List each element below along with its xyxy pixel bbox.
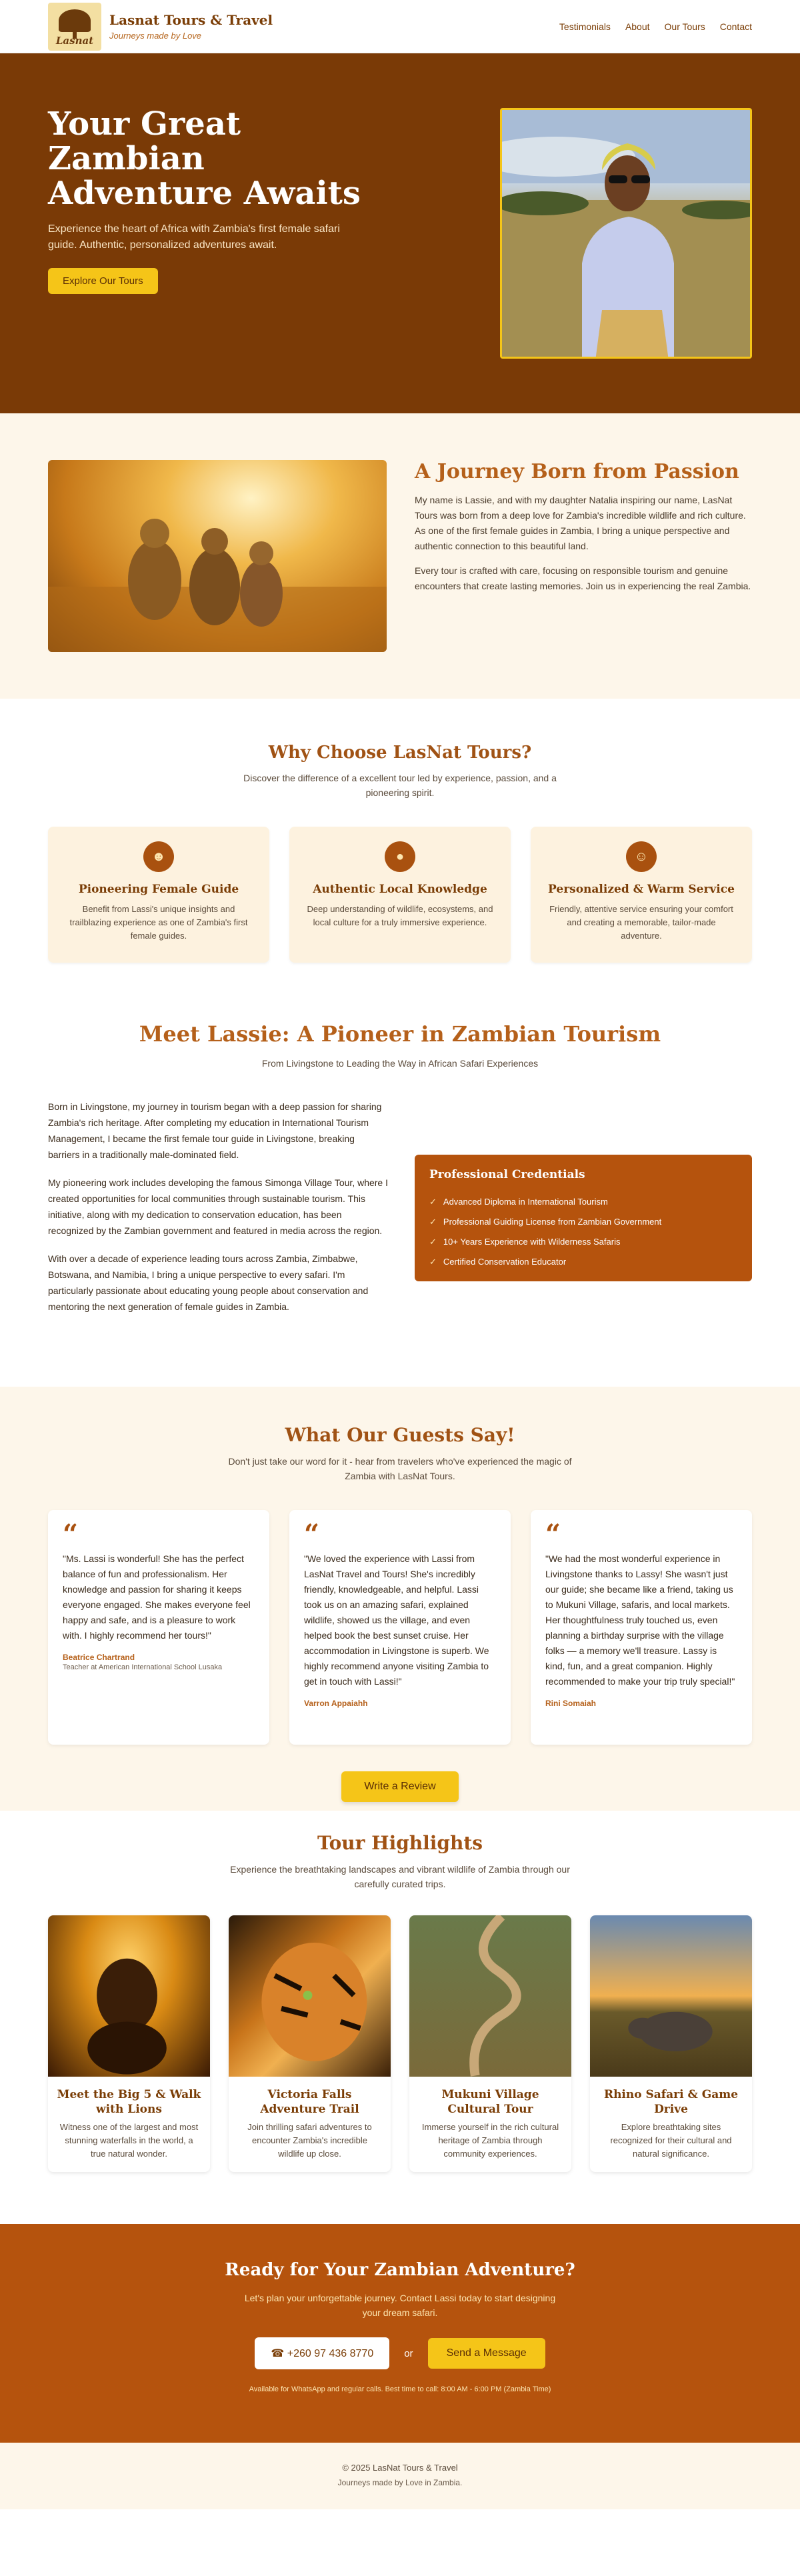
check-icon: ✓ bbox=[429, 1197, 437, 1207]
brand-tagline: Journeys made by Love bbox=[109, 31, 202, 41]
tiger-photo bbox=[229, 1915, 391, 2077]
cta-title: Ready for Your Zambian Adventure? bbox=[225, 2260, 575, 2280]
credentials-box bbox=[415, 1155, 752, 1281]
hero-section bbox=[0, 53, 800, 413]
call-button[interactable] bbox=[255, 2337, 389, 2369]
check-icon: ✓ bbox=[429, 1257, 437, 1267]
copyright: © 2025 LasNat Tours & Travel bbox=[342, 2463, 458, 2473]
reviews-title: What Our Guests Say! bbox=[285, 1424, 515, 1446]
testimonials-section bbox=[0, 1387, 800, 1811]
check-icon: ✓ bbox=[429, 1237, 437, 1247]
footer bbox=[0, 2443, 800, 2509]
tour-card[interactable] bbox=[590, 1915, 752, 2172]
availability-note: Available for WhatsApp and regular calls. Best time to call: 8:00 AM - 6:00 PM (Zambia Time) bbox=[249, 2385, 551, 2393]
cta-text: Let's plan your unforgettable journey. Contact Lassi today to start designing your dream safari. bbox=[244, 2293, 556, 2318]
tour-title: Mukuni Village Cultural Tour bbox=[441, 2088, 539, 2116]
logo[interactable] bbox=[48, 3, 101, 51]
credential-item bbox=[429, 1252, 737, 1272]
credential-item bbox=[429, 1232, 737, 1252]
write-review-button[interactable]: Write a Review bbox=[341, 1771, 458, 1802]
feature-text: Deep understanding of wildlife, ecosystems, and local culture for a truly immersive experience. bbox=[307, 904, 493, 927]
credentials-title: Professional Credentials bbox=[429, 1168, 585, 1181]
feature-card bbox=[289, 827, 511, 963]
lion-photo bbox=[48, 1915, 210, 2077]
reviewer-role: Teacher at American International School Lusaka bbox=[63, 1663, 223, 1671]
meet-paragraph-3: With over a decade of experience leading tours across Zambia, Zimbabwe, Botswana, and Namibia, I bring a unique perspective to every safari. I'm particularly passionate about educating young people about conservation and mentoring the next generation of female guides in Zambia. bbox=[48, 1253, 369, 1312]
review-text: "Ms. Lassi is wonderful! She has the perfect balance of fun and professionalism. Her knowledge and passion for sharing it keeps everyone engaged. She makes everyone feel happy and safe, and is a pleasure to work with. I highly recommend her tours!" bbox=[63, 1553, 251, 1641]
review-card bbox=[289, 1510, 511, 1745]
why-section bbox=[0, 699, 800, 1003]
journey-paragraph-1: My name is Lassie, and with my daughter Natalia inspiring our name, LasNat Tours was born from a deep love for Zambia's incredible wildlife and rich culture. As one of the first female guides in Zambia, I bring a unique perspective and authentic connection to this beautiful land. bbox=[415, 495, 746, 551]
credential-item bbox=[429, 1192, 737, 1212]
review-text: "We had the most wonderful experience in Livingstone thanks to Lassy! She wasn't just our guide; she became like a friend, taking us to Mukuni Village, safaris, and local markets. Her thoughtfulness truly touched us, even planning a birthday surprise with the village folks — a memory we'll treasure. Lassy is kind, fun, and a great companion. Highly recommended to make your trip truly special!" bbox=[545, 1553, 735, 1687]
meet-title: Meet Lassie: A Pioneer in Zambian Tourism bbox=[139, 1021, 661, 1047]
tour-card[interactable] bbox=[48, 1915, 210, 2172]
nav-contact[interactable]: Contact bbox=[719, 21, 752, 32]
hero-text: Experience the heart of Africa with Zambia's first female safari guide. Authentic, personalized adventures await. bbox=[48, 223, 340, 251]
tour-text: Explore breathtaking sites recognized for their cultural and natural significance. bbox=[610, 2122, 732, 2159]
meet-paragraph-2: My pioneering work includes developing the famous Simonga Village Tour, where I created opportunities for local communities through sustainable tourism. This initiative, along with my dedication to conservation education, has been recognized by the Zambian government and featured in media across the region. bbox=[48, 1177, 389, 1236]
tour-text: Witness one of the largest and most stunning waterfalls in the world, a true natural wonder. bbox=[59, 2122, 199, 2159]
feature-title: Authentic Local Knowledge bbox=[313, 883, 487, 896]
tour-title: Meet the Big 5 & Walk with Lions bbox=[57, 2088, 201, 2116]
review-card bbox=[531, 1510, 752, 1745]
user-icon: ☻ bbox=[143, 841, 174, 872]
reviewer-name: Varron Appaiahh bbox=[304, 1699, 368, 1708]
quote-icon: “ bbox=[63, 1519, 79, 1550]
meet-paragraph-1: Born in Livingstone, my journey in tourism began with a deep passion for sharing Zambia's rich heritage. After completing my education in International Tourism Management, I became the first female tour guide in Livingstone, breaking barriers in a traditionally male-dominated field. bbox=[48, 1101, 382, 1160]
feature-card bbox=[531, 827, 752, 963]
reviewer-name: Beatrice Chartrand bbox=[63, 1653, 135, 1662]
brand[interactable] bbox=[48, 3, 273, 51]
tour-text: Immerse yourself in the rich cultural heritage of Zambia through community experiences. bbox=[421, 2122, 559, 2159]
feature-title: Personalized & Warm Service bbox=[548, 883, 735, 896]
send-message-button[interactable]: Send a Message bbox=[428, 2338, 545, 2369]
quote-icon: “ bbox=[304, 1519, 320, 1550]
highlights-section bbox=[0, 1811, 800, 2224]
review-card bbox=[48, 1510, 269, 1745]
nav-testimonials[interactable]: Testimonials bbox=[559, 21, 611, 32]
feature-text: Benefit from Lassi's unique insights and trailblazing experience as one of Zambia's first female guides. bbox=[69, 904, 248, 941]
journey-section bbox=[0, 413, 800, 699]
why-title: Why Choose LasNat Tours? bbox=[268, 743, 532, 763]
credential-text: 10+ Years Experience with Wilderness Safaris bbox=[443, 1237, 621, 1247]
highlights-subtitle: Experience the breathtaking landscapes and vibrant wildlife of Zambia through our carefully curated trips. bbox=[230, 1864, 570, 1889]
feature-card bbox=[48, 827, 269, 963]
cheetahs-photo bbox=[48, 460, 387, 652]
credential-text: Certified Conservation Educator bbox=[443, 1257, 567, 1267]
reviewer-name: Rini Somaiah bbox=[545, 1699, 597, 1708]
tour-text: Join thrilling safari adventures to encounter Zambia's incredible wildlife up close. bbox=[247, 2122, 372, 2159]
reviews-subtitle: Don't just take our word for it - hear from travelers who've experienced the magic of Zambia with LasNat Tours. bbox=[228, 1456, 572, 1481]
nav-our-tours[interactable]: Our Tours bbox=[664, 21, 705, 32]
footer-tagline: Journeys made by Love in Zambia. bbox=[337, 2478, 463, 2487]
tour-card[interactable] bbox=[409, 1915, 571, 2172]
credential-text: Advanced Diploma in International Tourism bbox=[443, 1197, 608, 1207]
tour-card[interactable] bbox=[229, 1915, 391, 2172]
highlights-title: Tour Highlights bbox=[317, 1832, 483, 1854]
phone-icon: ☎ bbox=[271, 2348, 285, 2359]
credential-text: Professional Guiding License from Zambian Government bbox=[443, 1217, 662, 1227]
main-nav bbox=[559, 21, 752, 32]
tour-title: Rhino Safari & Game Drive bbox=[603, 2088, 739, 2116]
meet-section bbox=[0, 1003, 800, 1387]
journey-paragraph-2: Every tour is crafted with care, focusing on responsible tourism and genuine encounters that create lasting memories. Join us in experiencing the real Zambia. bbox=[415, 565, 751, 591]
credential-item bbox=[429, 1212, 737, 1232]
meet-subtitle: From Livingstone to Leading the Way in African Safari Experiences bbox=[261, 1058, 539, 1069]
village-aerial-photo bbox=[409, 1915, 571, 2077]
journey-title: A Journey Born from Passion bbox=[415, 460, 739, 483]
map-pin-icon: ● bbox=[385, 841, 415, 872]
explore-tours-button[interactable]: Explore Our Tours bbox=[48, 268, 158, 294]
smile-icon: ☺ bbox=[626, 841, 657, 872]
nav-about[interactable]: About bbox=[625, 21, 650, 32]
tour-title: Victoria Falls Adventure Trail bbox=[260, 2088, 359, 2116]
logo-text: Lasnat bbox=[55, 34, 94, 47]
quote-icon: “ bbox=[545, 1519, 561, 1550]
review-text: "We loved the experience with Lassi from LasNat Travel and Tours! She's incredibly friendly, knowledgeable, and helpful. Lassi took us on an amazing safari, explained wildlife, showed us the village, and even helped book the best sunset cruise. Her accommodation in Livingstone is superb. We highly recommend anyone visiting Zambia to get in touch with Lassi!" bbox=[304, 1553, 489, 1687]
or-label: or bbox=[404, 2347, 413, 2359]
feature-text: Friendly, attentive service ensuring your comfort and creating a memorable, tailor-made adventure. bbox=[549, 904, 733, 941]
rhino-photo bbox=[590, 1915, 752, 2077]
site-header bbox=[0, 0, 800, 53]
guide-photo bbox=[500, 108, 752, 359]
contact-section bbox=[0, 2224, 800, 2443]
hero-title: Your Great Zambian Adventure Awaits bbox=[48, 105, 361, 212]
why-subtitle: Discover the difference of a excellent tour led by experience, passion, and a pioneering spirit. bbox=[243, 773, 557, 798]
brand-title: Lasnat Tours & Travel bbox=[109, 12, 273, 28]
feature-title: Pioneering Female Guide bbox=[78, 883, 239, 896]
check-icon: ✓ bbox=[429, 1217, 437, 1227]
phone-number: +260 97 436 8770 bbox=[287, 2348, 374, 2359]
